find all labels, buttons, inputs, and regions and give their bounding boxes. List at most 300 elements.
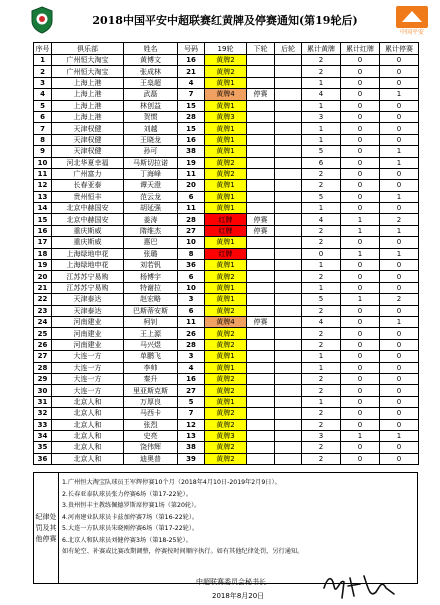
cell-after xyxy=(275,373,302,384)
cell-suspension-total: 2 xyxy=(380,214,419,225)
cell-suspension-total: 0 xyxy=(380,123,419,134)
page-title: 2018中国平安中超联赛红黄牌及停赛通知(第19轮后) xyxy=(92,14,358,27)
header-name: 姓名 xyxy=(124,43,178,55)
cell-name: 迪奥普 xyxy=(124,453,178,464)
cell-next xyxy=(247,328,275,339)
cell-club: 河北华夏幸福 xyxy=(52,157,124,168)
cell-after xyxy=(275,100,302,111)
cell-no: 8 xyxy=(34,134,52,145)
cell-no: 21 xyxy=(34,282,52,293)
cell-no: 5 xyxy=(34,100,52,111)
cell-next xyxy=(247,123,275,134)
cell-suspension-total: 0 xyxy=(380,362,419,373)
cell-suspension-total: 0 xyxy=(380,271,419,282)
cell-club: 大连一方 xyxy=(52,373,124,384)
cell-round: 黄牌2 xyxy=(205,442,247,453)
cell-next xyxy=(247,396,275,407)
cell-after xyxy=(275,453,302,464)
cell-name: 赵宏略 xyxy=(124,294,178,305)
cell-yellow-total: 5 xyxy=(302,294,341,305)
cell-red-total: 0 xyxy=(341,77,380,88)
cell-no: 15 xyxy=(34,214,52,225)
cell-no: 33 xyxy=(34,419,52,430)
cell-suspension-total: 0 xyxy=(380,66,419,77)
cell-name: 单鹏飞 xyxy=(124,351,178,362)
cell-round: 黄牌2 xyxy=(205,168,247,179)
cell-yellow-total: 2 xyxy=(302,328,341,339)
cell-yellow-total: 1 xyxy=(302,362,341,373)
cell-number: 5 xyxy=(178,396,205,407)
cell-number: 10 xyxy=(178,282,205,293)
cell-yellow-total: 4 xyxy=(302,316,341,327)
cell-after xyxy=(275,351,302,362)
header-red: 累计红牌 xyxy=(341,43,380,55)
cell-after xyxy=(275,89,302,100)
cell-after xyxy=(275,408,302,419)
cell-round: 黄牌1 xyxy=(205,351,247,362)
cell-club: 天津泰达 xyxy=(52,294,124,305)
table-row xyxy=(34,123,419,134)
cell-next xyxy=(247,237,275,248)
cell-round: 红牌 xyxy=(205,248,247,259)
cell-no: 14 xyxy=(34,203,52,214)
cell-next xyxy=(247,146,275,157)
cell-no: 6 xyxy=(34,111,52,122)
cell-red-total: 0 xyxy=(341,89,380,100)
cell-after xyxy=(275,316,302,327)
header-next: 下轮 xyxy=(247,43,275,55)
cell-round: 黄牌2 xyxy=(205,55,247,66)
cell-red-total: 0 xyxy=(341,134,380,145)
cell-name: 杨博宇 xyxy=(124,271,178,282)
cell-yellow-total: 2 xyxy=(302,373,341,384)
cell-name: 黄博文 xyxy=(124,55,178,66)
cell-red-total: 0 xyxy=(341,419,380,430)
cell-no: 22 xyxy=(34,294,52,305)
cell-after xyxy=(275,339,302,350)
cell-club: 天津权健 xyxy=(52,123,124,134)
cell-suspension-total: 1 xyxy=(380,248,419,259)
cell-next xyxy=(247,385,275,396)
cell-red-total: 0 xyxy=(341,180,380,191)
cell-next xyxy=(247,168,275,179)
cell-next xyxy=(247,305,275,316)
header-after: 后轮 xyxy=(275,43,302,55)
cell-red-total: 0 xyxy=(341,157,380,168)
cell-name: 柯钊 xyxy=(124,316,178,327)
cell-round: 黄牌1 xyxy=(205,362,247,373)
cell-club: 北京人和 xyxy=(52,396,124,407)
note-line: 2.长春亚泰队球员张力停赛6场（第17-22轮）。 xyxy=(62,490,192,498)
table-row xyxy=(34,237,419,248)
cell-number: 27 xyxy=(178,225,205,236)
cell-number: 26 xyxy=(178,328,205,339)
cell-red-total: 1 xyxy=(341,294,380,305)
table-row xyxy=(34,442,419,453)
cell-after xyxy=(275,396,302,407)
cell-yellow-total: 1 xyxy=(302,77,341,88)
table-row xyxy=(34,66,419,77)
cell-yellow-total: 2 xyxy=(302,55,341,66)
cell-round: 黄牌2 xyxy=(205,419,247,430)
cell-next xyxy=(247,111,275,122)
cell-suspension-total: 1 xyxy=(380,316,419,327)
notes-list xyxy=(62,477,413,558)
cell-after xyxy=(275,157,302,168)
table-row xyxy=(34,134,419,145)
cell-round: 黄牌2 xyxy=(205,305,247,316)
cell-round: 黄牌1 xyxy=(205,146,247,157)
cell-round: 黄牌1 xyxy=(205,260,247,271)
cell-name: 马兴煜 xyxy=(124,339,178,350)
cell-yellow-total: 2 xyxy=(302,168,341,179)
cell-number: 36 xyxy=(178,260,205,271)
cell-suspension-total: 0 xyxy=(380,168,419,179)
cell-name: 马斯切拉诺 xyxy=(124,157,178,168)
cell-club: 河南建业 xyxy=(52,339,124,350)
cell-number: 38 xyxy=(178,442,205,453)
notes-label: 纪律处罚及其他停赛 xyxy=(34,473,59,583)
cell-number: 38 xyxy=(178,146,205,157)
cell-number: 13 xyxy=(178,430,205,441)
cell-no: 24 xyxy=(34,316,52,327)
cell-no: 36 xyxy=(34,453,52,464)
cell-club: 天津泰达 xyxy=(52,305,124,316)
cell-club: 北京人和 xyxy=(52,430,124,441)
table-row xyxy=(34,430,419,441)
cell-yellow-total: 1 xyxy=(302,203,341,214)
cell-yellow-total: 1 xyxy=(302,282,341,293)
cell-suspension-total: 0 xyxy=(380,237,419,248)
table-row xyxy=(34,373,419,384)
cell-next xyxy=(247,100,275,111)
cell-round: 黄牌1 xyxy=(205,77,247,88)
cell-number: 11 xyxy=(178,168,205,179)
cell-yellow-total: 4 xyxy=(302,89,341,100)
cell-red-total: 0 xyxy=(341,408,380,419)
cell-red-total: 0 xyxy=(341,362,380,373)
signature-image xyxy=(320,568,400,604)
cell-next: 停赛 xyxy=(247,225,275,236)
cell-club: 北京中赫国安 xyxy=(52,214,124,225)
cell-after xyxy=(275,191,302,202)
cell-suspension-total: 0 xyxy=(380,408,419,419)
table-row xyxy=(34,100,419,111)
note-line: 如有轮空、补赛或比赛改期调整，停赛按时间顺序执行。如有其他纪律处罚，另行通知。 xyxy=(62,548,304,555)
cell-next xyxy=(247,134,275,145)
cell-red-total: 0 xyxy=(341,351,380,362)
table-row xyxy=(34,271,419,282)
cell-next xyxy=(247,408,275,419)
cell-round: 黄牌1 xyxy=(205,203,247,214)
cell-yellow-total: 1 xyxy=(302,134,341,145)
cell-no: 35 xyxy=(34,442,52,453)
cell-no: 31 xyxy=(34,396,52,407)
cell-no: 20 xyxy=(34,271,52,282)
sponsor-logo-icon xyxy=(396,6,428,36)
cell-yellow-total: 2 xyxy=(302,180,341,191)
cell-number: 27 xyxy=(178,385,205,396)
sponsor-logo-text: 中国平安 xyxy=(399,30,425,36)
cell-yellow-total: 2 xyxy=(302,66,341,77)
table-row xyxy=(34,191,419,202)
cell-round: 红牌 xyxy=(205,225,247,236)
cell-red-total: 0 xyxy=(341,373,380,384)
cell-red-total: 0 xyxy=(341,442,380,453)
cell-yellow-total: 2 xyxy=(302,339,341,350)
cell-club: 大连一方 xyxy=(52,385,124,396)
cell-yellow-total: 6 xyxy=(302,157,341,168)
cell-suspension-total: 0 xyxy=(380,55,419,66)
table-header-row xyxy=(34,43,419,55)
cell-round: 黄牌2 xyxy=(205,373,247,384)
cell-after xyxy=(275,225,302,236)
cell-club: 广州富力 xyxy=(52,168,124,179)
header-number: 号码 xyxy=(178,43,205,55)
cell-next xyxy=(247,248,275,259)
cell-yellow-total: 5 xyxy=(302,146,341,157)
cell-name: 刘越 xyxy=(124,123,178,134)
cell-club: 重庆斯威 xyxy=(52,225,124,236)
cell-suspension-total: 0 xyxy=(380,442,419,453)
cell-name: 王晓龙 xyxy=(124,134,178,145)
cell-number: 4 xyxy=(178,77,205,88)
cell-suspension-total: 1 xyxy=(380,225,419,236)
cell-round: 黄牌3 xyxy=(205,430,247,441)
cell-number: 28 xyxy=(178,214,205,225)
cell-after xyxy=(275,419,302,430)
footer-organization: 中超联赛委员会秘书长 xyxy=(196,578,266,586)
table-row xyxy=(34,362,419,373)
cell-number: 7 xyxy=(178,408,205,419)
cell-suspension-total: 0 xyxy=(380,373,419,384)
cell-suspension-total: 0 xyxy=(380,260,419,271)
cell-round: 黄牌2 xyxy=(205,271,247,282)
table-row xyxy=(34,453,419,464)
table-row xyxy=(34,339,419,350)
table-row xyxy=(34,294,419,305)
cell-name: 马西卡 xyxy=(124,408,178,419)
cell-name: 饶伟辉 xyxy=(124,442,178,453)
cell-round: 黄牌2 xyxy=(205,408,247,419)
note-line: 5.大连一方队球员朱晓刚停赛6场（第17-22轮）。 xyxy=(62,525,199,532)
cell-club: 上海上港 xyxy=(52,77,124,88)
cell-yellow-total: 2 xyxy=(302,271,341,282)
cell-round: 黄牌4 xyxy=(205,316,247,327)
cell-yellow-total: 0 xyxy=(302,248,341,259)
cell-yellow-total: 2 xyxy=(302,419,341,430)
cell-next xyxy=(247,430,275,441)
cell-number: 15 xyxy=(178,100,205,111)
cell-after xyxy=(275,248,302,259)
cell-number: 7 xyxy=(178,89,205,100)
table-row xyxy=(34,214,419,225)
cell-next xyxy=(247,339,275,350)
cell-name: 张烈 xyxy=(124,419,178,430)
cell-red-total: 0 xyxy=(341,260,380,271)
note-line: 3.贵州恒丰主教练佩德罗斯席停赛1场（第20轮）。 xyxy=(62,502,201,509)
table-row xyxy=(34,203,419,214)
cell-red-total: 0 xyxy=(341,282,380,293)
cell-round: 黄牌1 xyxy=(205,282,247,293)
cell-suspension-total: 0 xyxy=(380,282,419,293)
cell-next: 停赛 xyxy=(247,214,275,225)
table-row xyxy=(34,351,419,362)
cell-red-total: 0 xyxy=(341,100,380,111)
cell-round: 黄牌1 xyxy=(205,237,247,248)
cell-number: 6 xyxy=(178,191,205,202)
cell-suspension-total: 0 xyxy=(380,305,419,316)
cell-club: 上海上港 xyxy=(52,100,124,111)
cell-next xyxy=(247,77,275,88)
cell-round: 黄牌2 xyxy=(205,157,247,168)
cell-name: 林创益 xyxy=(124,100,178,111)
cell-next xyxy=(247,453,275,464)
cell-no: 1 xyxy=(34,55,52,66)
cell-no: 13 xyxy=(34,191,52,202)
cell-suspension-total: 0 xyxy=(380,351,419,362)
cell-number: 10 xyxy=(178,237,205,248)
cell-suspension-total: 1 xyxy=(380,191,419,202)
cell-club: 长春亚泰 xyxy=(52,180,124,191)
cell-name: 张璐 xyxy=(124,248,178,259)
cell-round: 黄牌1 xyxy=(205,134,247,145)
cell-next: 停赛 xyxy=(247,316,275,327)
table-row xyxy=(34,111,419,122)
header xyxy=(0,0,440,42)
cell-no: 2 xyxy=(34,66,52,77)
cell-no: 32 xyxy=(34,408,52,419)
cell-name: 巴斯蒂安斯 xyxy=(124,305,178,316)
cell-round: 红牌 xyxy=(205,214,247,225)
cell-red-total: 0 xyxy=(341,203,380,214)
cell-round: 黄牌4 xyxy=(205,89,247,100)
cell-next xyxy=(247,373,275,384)
cell-yellow-total: 1 xyxy=(302,260,341,271)
cell-yellow-total: 1 xyxy=(302,123,341,134)
cell-after xyxy=(275,123,302,134)
cell-next xyxy=(247,442,275,453)
cell-next xyxy=(247,351,275,362)
cell-number: 28 xyxy=(178,339,205,350)
cell-red-total: 1 xyxy=(341,430,380,441)
cell-number: 19 xyxy=(178,157,205,168)
cell-no: 34 xyxy=(34,430,52,441)
cell-suspension-total: 0 xyxy=(380,134,419,145)
cell-name: 秦升 xyxy=(124,373,178,384)
cell-club: 天津权健 xyxy=(52,134,124,145)
cell-red-total: 0 xyxy=(341,66,380,77)
cell-number: 28 xyxy=(178,111,205,122)
cards-table xyxy=(33,42,419,465)
cell-suspension-total: 0 xyxy=(380,180,419,191)
cell-club: 大连一方 xyxy=(52,362,124,373)
cell-yellow-total: 2 xyxy=(302,237,341,248)
cell-next xyxy=(247,282,275,293)
cell-suspension-total: 0 xyxy=(380,385,419,396)
cell-no: 19 xyxy=(34,260,52,271)
cell-number: 6 xyxy=(178,305,205,316)
csl-logo-icon xyxy=(31,6,53,34)
cell-after xyxy=(275,168,302,179)
cell-number: 11 xyxy=(178,316,205,327)
cell-after xyxy=(275,271,302,282)
cell-no: 26 xyxy=(34,339,52,350)
cell-round: 黄牌1 xyxy=(205,100,247,111)
cell-name: 贺惯 xyxy=(124,111,178,122)
cell-number: 20 xyxy=(178,180,205,191)
table-row xyxy=(34,146,419,157)
cell-name: 里亚斯克斯 xyxy=(124,385,178,396)
cell-suspension-total: 0 xyxy=(380,328,419,339)
cell-round: 黄牌1 xyxy=(205,191,247,202)
table-row xyxy=(34,316,419,327)
cell-number: 39 xyxy=(178,453,205,464)
cell-name: 武磊 xyxy=(124,89,178,100)
cell-suspension-total: 1 xyxy=(380,89,419,100)
cell-red-total: 0 xyxy=(341,271,380,282)
table-row xyxy=(34,55,419,66)
cell-after xyxy=(275,111,302,122)
cell-round: 黄牌2 xyxy=(205,385,247,396)
cell-after xyxy=(275,305,302,316)
cell-club: 北京人和 xyxy=(52,419,124,430)
cell-red-total: 0 xyxy=(341,237,380,248)
cell-number: 16 xyxy=(178,134,205,145)
cell-yellow-total: 3 xyxy=(302,430,341,441)
cell-red-total: 0 xyxy=(341,316,380,327)
cell-suspension-total: 1 xyxy=(380,157,419,168)
note-line: 4.河南建业队球员卡兹加停赛7场（第16-22轮）。 xyxy=(62,513,199,521)
cell-suspension-total: 1 xyxy=(380,430,419,441)
cell-number: 21 xyxy=(178,66,205,77)
cell-suspension-total: 0 xyxy=(380,419,419,430)
cell-round: 黄牌1 xyxy=(205,180,247,191)
cell-club: 广州恒大淘宝 xyxy=(52,55,124,66)
cell-yellow-total: 4 xyxy=(302,214,341,225)
cell-round: 黄牌1 xyxy=(205,294,247,305)
cell-club: 大连一方 xyxy=(52,351,124,362)
cell-red-total: 0 xyxy=(341,111,380,122)
cell-round: 黄牌1 xyxy=(205,123,247,134)
table-row xyxy=(34,180,419,191)
cell-name: 王上源 xyxy=(124,328,178,339)
cell-club: 江苏苏宁易购 xyxy=(52,271,124,282)
cell-yellow-total: 2 xyxy=(302,453,341,464)
table-row xyxy=(34,89,419,100)
cell-red-total: 1 xyxy=(341,214,380,225)
cell-no: 10 xyxy=(34,157,52,168)
cell-name: 史亮 xyxy=(124,430,178,441)
cell-after xyxy=(275,442,302,453)
cell-name: 万厚良 xyxy=(124,396,178,407)
cell-yellow-total: 5 xyxy=(302,191,341,202)
cell-next: 停赛 xyxy=(247,89,275,100)
cell-next xyxy=(247,66,275,77)
header-club: 俱乐部 xyxy=(52,43,124,55)
table-row xyxy=(34,385,419,396)
cell-red-total: 0 xyxy=(341,385,380,396)
cell-club: 江苏苏宁易购 xyxy=(52,282,124,293)
cell-suspension-total: 0 xyxy=(380,203,419,214)
table-row xyxy=(34,305,419,316)
cell-next xyxy=(247,271,275,282)
cell-after xyxy=(275,385,302,396)
note-line: 6.北京人和队球员刘健停赛3场（第18-25轮）。 xyxy=(62,536,192,544)
cell-red-total: 0 xyxy=(341,453,380,464)
cell-club: 北京人和 xyxy=(52,408,124,419)
cell-after xyxy=(275,55,302,66)
